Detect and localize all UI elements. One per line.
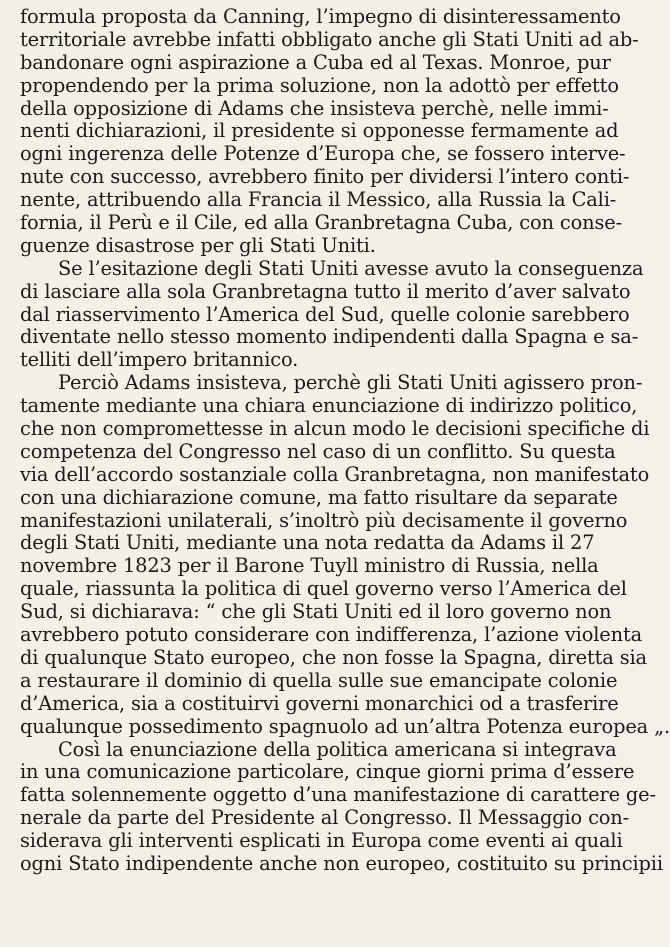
- text-line: della opposizione di Adams che insisteva perchè, nelle immi-: [20, 96, 609, 120]
- body-text: [20, 5, 670, 876]
- text-line: via dell’accordo sostanziale colla Granbretagna, non manifestato: [20, 462, 650, 486]
- text-line: diventate nello stesso momento indipendenti dalla Spagna e sa-: [20, 325, 639, 349]
- text-line: di qualunque Stato europeo, che non fosse la Spagna, diretta sia: [20, 645, 647, 669]
- text-line: Se l’esitazione degli Stati Uniti avesse avuto la conseguenza: [58, 256, 644, 280]
- text-line: telliti dell’impero britannico.: [20, 348, 299, 372]
- text-line: bandonare ogni aspirazione a Cuba ed al Texas. Monroe, pur: [20, 50, 611, 74]
- text-line: ogni Stato indipendente anche non europeo, costituito su principii: [20, 851, 663, 875]
- text-line: quale, riassunta la politica di quel governo verso l’America del: [20, 577, 627, 601]
- text-line: dal riasservimento l’America del Sud, quelle colonie sarebbero: [20, 302, 630, 326]
- text-line: nenti dichiarazioni, il presidente si opponesse fermamente ad: [20, 119, 619, 143]
- text-line: fatta solennemente oggetto d’una manifestazione di carattere ge-: [20, 783, 656, 807]
- text-line: Così la enunciazione della politica americana si integrava: [58, 737, 617, 761]
- text-line: nente, attribuendo alla Francia il Messico, alla Russia la Cali-: [20, 188, 617, 212]
- text-line: di lasciare alla sola Granbretagna tutto il merito d’aver salvato: [20, 279, 631, 303]
- text-line: avrebbero potuto considerare con indifferenza, l’azione violenta: [20, 623, 643, 647]
- text-line: in una comunicazione particolare, cinque giorni prima d’essere: [20, 760, 635, 784]
- text-line: fornia, il Perù e il Cile, ed alla Granbretagna Cuba, con conse-: [20, 211, 622, 235]
- text-line: siderava gli interventi esplicati in Europa come eventi ai quali: [20, 829, 623, 853]
- text-line: propendendo per la prima soluzione, non la adottò per effetto: [20, 73, 619, 97]
- text-line: ogni ingerenza delle Potenze d’Europa che, se fossero interve-: [20, 142, 626, 166]
- text-line: competenza del Congresso nel caso di un conflitto. Su questa: [20, 439, 616, 463]
- text-line: manifestazioni unilaterali, s’inoltrò più decisamente il governo: [20, 508, 628, 532]
- text-line: novembre 1823 per il Barone Tuyll ministro di Russia, nella: [20, 554, 599, 578]
- text-line: a restaurare il dominio di quella sulle sue emancipate colonie: [20, 668, 618, 692]
- text-line: territoriale avrebbe infatti obbligato anche gli Stati Uniti ad ab-: [20, 27, 639, 51]
- text-line: guenze disastrose per gli Stati Uniti.: [20, 233, 376, 257]
- text-line: qualunque possedimento spagnuolo ad un’altra Potenza europea „.: [20, 714, 670, 738]
- text-line: con una dichiarazione comune, ma fatto risultare da separate: [20, 485, 618, 509]
- text-line: nute con successo, avrebbero finito per dividersi l’intero conti-: [20, 165, 630, 189]
- text-line: Sud, si dichiarava: “ che gli Stati Uniti ed il loro governo non: [20, 600, 612, 624]
- text-line: d’America, sia a costituirvi governi monarchici od a trasferire: [20, 691, 619, 715]
- text-line: nerale da parte del Presidente al Congresso. Il Messaggio con-: [20, 806, 630, 830]
- text-line: formula proposta da Canning, l’impegno di disinteressamento: [20, 5, 621, 28]
- text-line: degli Stati Uniti, mediante una nota redatta da Adams il 27: [20, 531, 595, 555]
- text-line: che non compromettesse in alcun modo le decisioni specifiche di: [20, 417, 650, 441]
- text-line: tamente mediante una chiara enunciazione di indirizzo politico,: [20, 394, 638, 418]
- text-line: Perciò Adams insisteva, perchè gli Stati Uniti agissero pron-: [58, 371, 643, 395]
